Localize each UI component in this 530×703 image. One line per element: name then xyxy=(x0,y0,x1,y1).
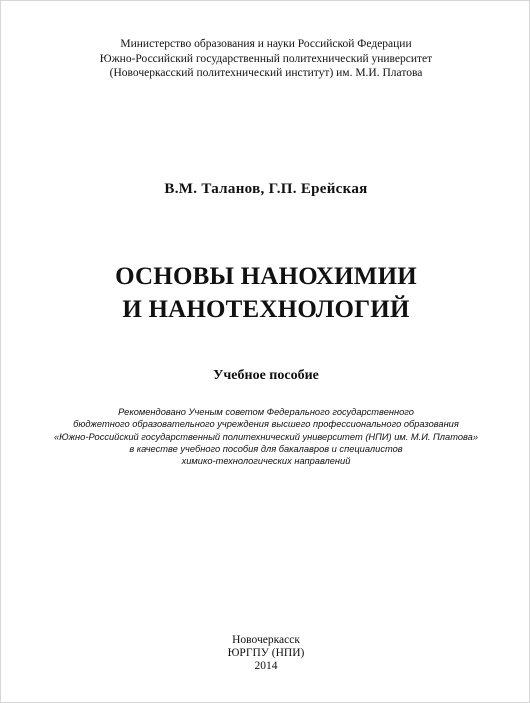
title-line-1: ОСНОВЫ НАНОХИМИИ xyxy=(115,263,417,290)
recommendation-line: бюджетного образовательного учреждения высшего профессионального образования xyxy=(73,419,459,430)
authors: В.М. Таланов, Г.П. Ерейская xyxy=(164,181,368,197)
university-line-1: Южно-Российский государственный политехнический университет xyxy=(99,52,433,65)
recommendation-line: «Южно-Российский государственный политехнический университет (НПИ) им. М.И. Платова» xyxy=(53,431,479,442)
imprint-publisher: ЮРГПУ (НПИ) xyxy=(227,647,305,659)
imprint-city: Новочеркасск xyxy=(232,634,300,646)
imprint-block xyxy=(1,634,530,673)
ministry-line: Министерство образования и науки Российской Федерации xyxy=(120,38,412,50)
imprint-year: 2014 xyxy=(254,660,278,672)
book-title xyxy=(1,260,530,326)
subtitle: Учебное пособие xyxy=(213,368,319,383)
recommendation-line: химико-технологических направлений xyxy=(181,456,351,467)
recommendation-block xyxy=(1,406,530,467)
university-line-2: (Новочеркасский политехнический институт) им. М.И. Платова xyxy=(109,67,423,79)
title-line-2: И НАНОТЕХНОЛОГИЙ xyxy=(122,296,410,323)
header-block xyxy=(1,37,530,81)
recommendation-line: в качестве учебного пособия для бакалавров и специалистов xyxy=(129,443,403,454)
recommendation-line: Рекомендовано Ученым советом Федерального государственного xyxy=(118,407,414,417)
